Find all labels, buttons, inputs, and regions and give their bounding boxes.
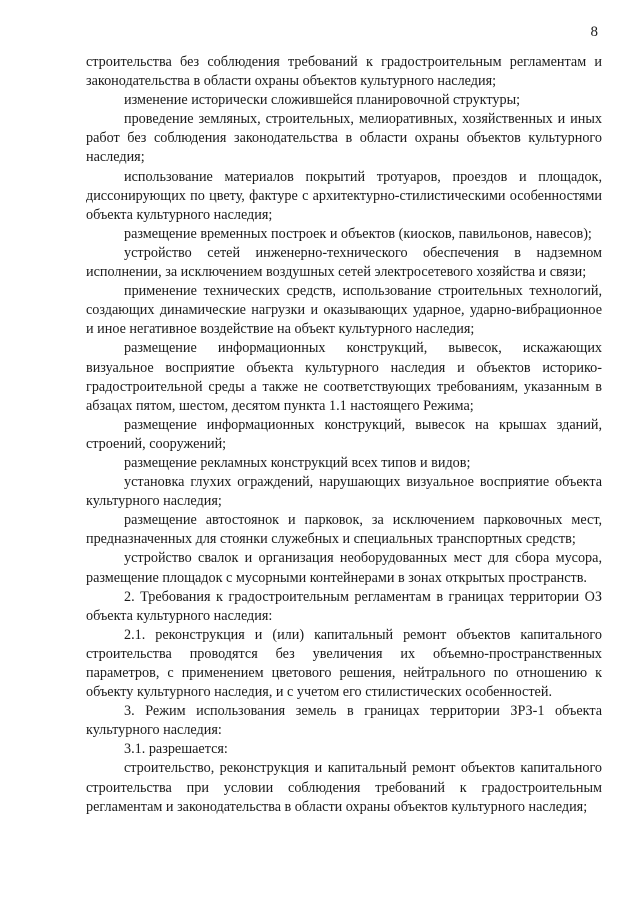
paragraph: устройство свалок и организация необорудованных мест для сбора мусора, размещение площадок с мусорными контейнерами в зонах открытых пространств. xyxy=(86,550,602,586)
paragraph: размещение информационных конструкций, вывесок, искажающих визуальное восприятие объекта культурного наследия и объектов историко-градостроительной среды а также не соответствующих требованиям, указанным в абзацах пятом, шестом, десятом пункта 1.1 настоящего Режима; xyxy=(86,340,602,414)
page-number: 8 xyxy=(590,24,598,40)
paragraph: размещение временных построек и объектов (киосков, павильонов, навесов); xyxy=(124,225,592,242)
paragraph: проведение земляных, строительных, мелиоративных, хозяйственных и иных работ без соблюдения законодательства в области охраны объектов культурного наследия; xyxy=(86,111,602,166)
paragraph: 2.1. реконструкция и (или) капитальный ремонт объектов капитального строительства проводятся без увеличения их объемно-пространственных параметров, с применением цветового решения, нейтрального по отношению к объекту культурного наследия, и с учетом его стилистических особенностей. xyxy=(86,626,602,701)
paragraph: размещение информационных конструкций, вывесок на крышах зданий, строений, сооружений; xyxy=(86,416,602,452)
paragraph: размещение автостоянок и парковок, за исключением парковочных мест, предназначенных для стоянки служебных и специальных транспортных средств; xyxy=(86,512,602,548)
paragraph: устройство сетей инженерно-технического обеспечения в надземном исполнении, за исключением воздушных сетей электросетевого хозяйства и связи; xyxy=(86,244,602,281)
document-body xyxy=(86,53,602,817)
paragraph: изменение исторически сложившейся планировочной структуры; xyxy=(124,92,521,109)
paragraph: строительство, реконструкция и капитальный ремонт объектов капитального строительства при условии соблюдения требований к градостроительным регламентам и законодательства в области охраны объектов культурного наследия; xyxy=(86,760,602,815)
paragraph: 3.1. разрешается: xyxy=(124,741,228,758)
section-heading: 2. Требования к градостроительным регламентам в границах территории ОЗ объекта культурного наследия: xyxy=(86,588,602,624)
paragraph: строительства без соблюдения требований к градостроительным регламентам и законодательства в области охраны объектов культурного наследия; xyxy=(86,54,602,90)
paragraph: размещение рекламных конструкций всех типов и видов; xyxy=(124,454,471,471)
paragraph: применение технических средств, использование строительных технологий, создающих динамические нагрузки и оказывающих ударное, ударно-вибрационное и иное негативное воздействие на объект культурного наследия; xyxy=(86,283,602,338)
section-heading: 3. Режим использования земель в границах территории ЗРЗ-1 объекта культурного наследия: xyxy=(86,703,602,739)
paragraph: установка глухих ограждений, нарушающих визуальное восприятие объекта культурного наследия; xyxy=(86,474,602,510)
paragraph: использование материалов покрытий тротуаров, проездов и площадок, диссонирующих по цвету, фактуре с архитектурно-стилистическими особенностями объекта культурного наследия; xyxy=(86,168,602,223)
